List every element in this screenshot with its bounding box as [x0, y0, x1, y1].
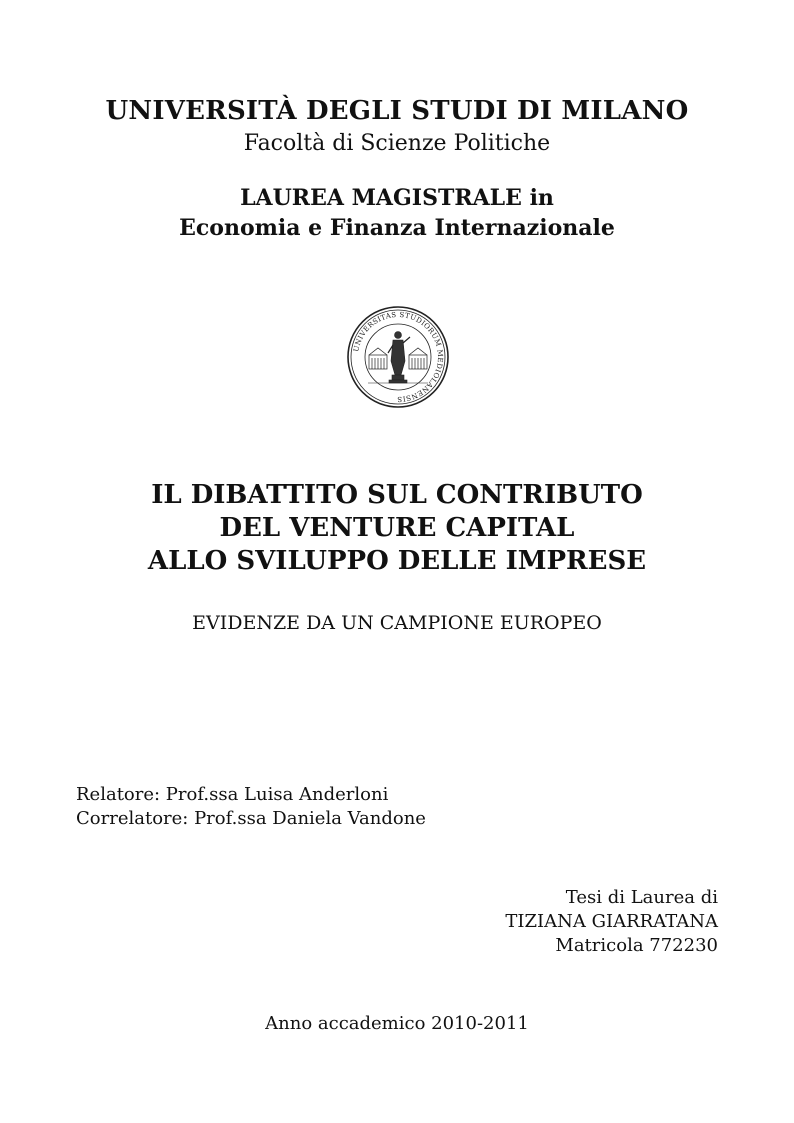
correlatore: Correlatore: Prof.ssa Daniela Vandone [76, 808, 426, 829]
author-name: TIZIANA GIARRATANA [505, 911, 718, 932]
university-seal-icon [346, 305, 450, 409]
thesis-author-label: Tesi di Laurea di [565, 887, 718, 908]
author-matricola: Matricola 772230 [555, 935, 718, 956]
university-name: UNIVERSITÀ DEGLI STUDI DI MILANO [105, 96, 689, 126]
thesis-title-line-3: ALLO SVILUPPO DELLE IMPRESE [147, 546, 647, 576]
degree-line-2: Economia e Finanza Internazionale [179, 215, 615, 241]
academic-year: Anno accademico 2010-2011 [265, 1013, 529, 1034]
thesis-subtitle: EVIDENZE DA UN CAMPIONE EUROPEO [192, 612, 602, 634]
degree-line-1: LAUREA MAGISTRALE in [240, 185, 554, 211]
relatore: Relatore: Prof.ssa Luisa Anderloni [76, 784, 389, 805]
faculty-name: Facoltà di Scienze Politiche [243, 131, 551, 156]
seal-text: UNIVERSITAS STUDIORUM MEDIOLANENSIS [352, 310, 445, 404]
thesis-title-line-1: IL DIBATTITO SUL CONTRIBUTO [151, 480, 643, 510]
thesis-title-line-2: DEL VENTURE CAPITAL [219, 513, 575, 543]
